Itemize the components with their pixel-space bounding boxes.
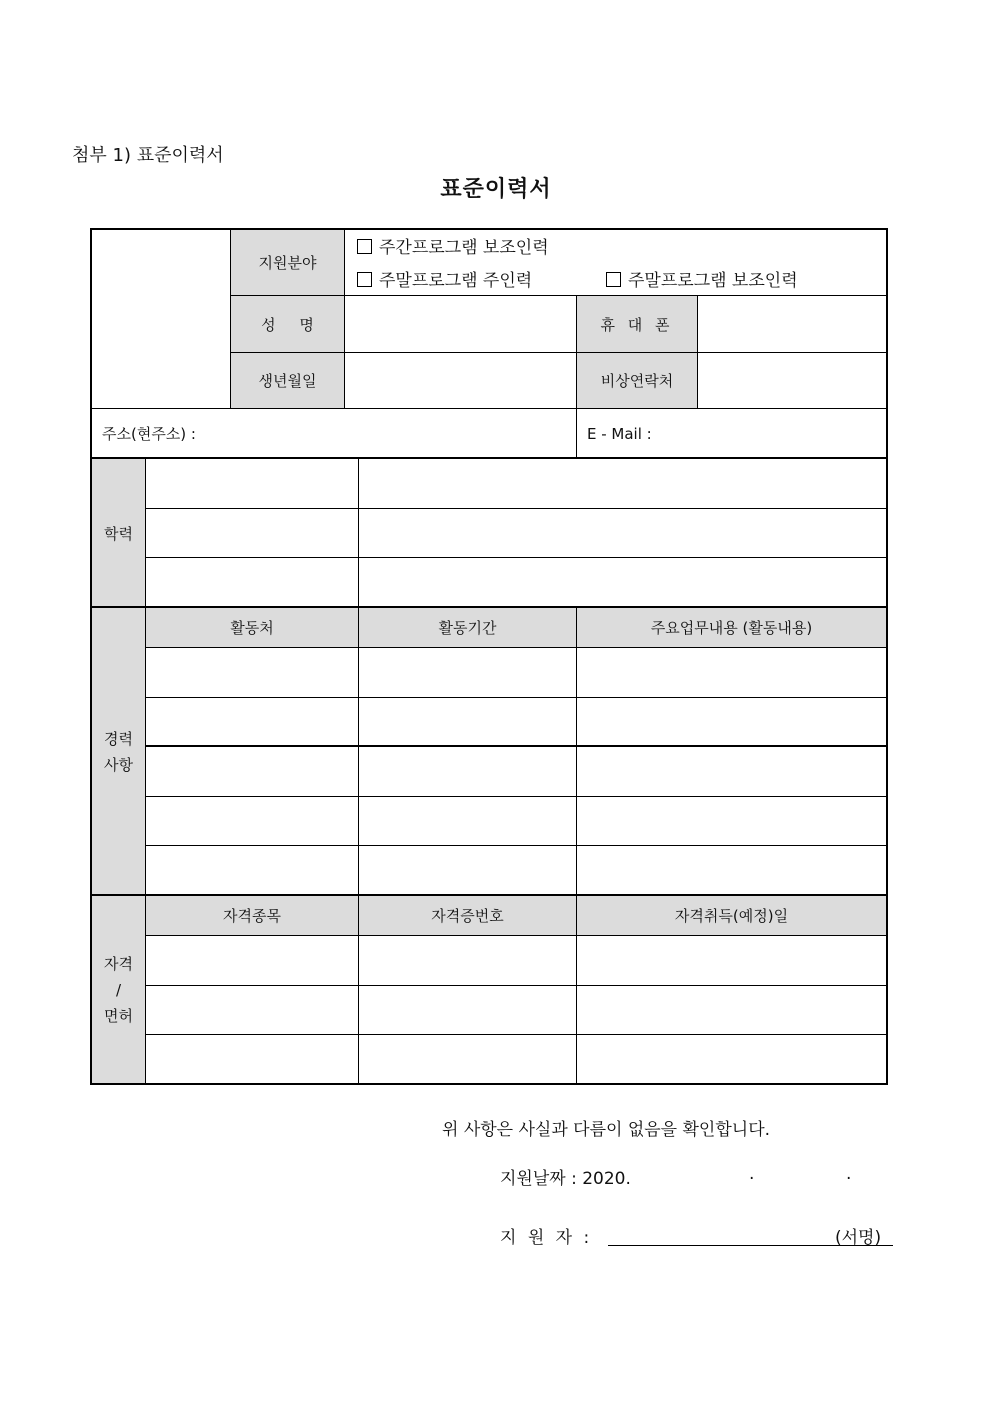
checkbox-icon[interactable]	[357, 239, 372, 254]
career-period-1[interactable]	[358, 647, 577, 698]
option-weekday-assistant[interactable]	[357, 233, 549, 258]
checkbox-icon[interactable]	[606, 272, 621, 287]
career-period-2[interactable]	[358, 697, 577, 747]
career-org-5[interactable]	[145, 845, 359, 896]
page-title: 표준이력서	[440, 177, 552, 202]
license-label-line3: 면허	[104, 1006, 133, 1025]
birth-input[interactable]	[344, 352, 577, 409]
birth-label: 생년월일	[230, 352, 345, 409]
career-org-2[interactable]	[145, 697, 359, 747]
option-weekend-main[interactable]	[357, 266, 532, 291]
career-period-5[interactable]	[358, 845, 577, 896]
education-school-3[interactable]	[145, 557, 359, 608]
career-duties-3[interactable]	[576, 746, 887, 797]
career-label-line2: 사항	[104, 755, 133, 774]
name-label-text: 성 명	[261, 315, 314, 334]
education-detail-1[interactable]	[358, 458, 887, 509]
career-header-duties: 주요업무내용 (활동내용)	[576, 607, 887, 648]
phone-input[interactable]	[697, 295, 887, 353]
address-field[interactable]	[91, 408, 577, 459]
license-header-type: 자격종목	[145, 895, 359, 936]
license-date-2[interactable]	[576, 985, 887, 1035]
career-org-4[interactable]	[145, 796, 359, 846]
photo-box[interactable]	[91, 229, 231, 409]
emergency-input[interactable]	[697, 352, 887, 409]
license-date-3[interactable]	[576, 1034, 887, 1084]
option-label: 주말프로그램 보조인력	[628, 271, 798, 291]
career-label	[91, 607, 146, 896]
address-label: 주소(현주소) :	[102, 425, 196, 443]
name-input[interactable]	[344, 295, 577, 353]
license-type-1[interactable]	[145, 935, 359, 986]
career-period-4[interactable]	[358, 796, 577, 846]
row-divider	[145, 745, 888, 747]
career-duties-1[interactable]	[576, 647, 887, 698]
license-number-1[interactable]	[358, 935, 577, 986]
career-duties-4[interactable]	[576, 796, 887, 846]
option-label: 주말프로그램 주인력	[379, 271, 533, 291]
section-divider	[90, 606, 888, 608]
phone-label: 휴 대 폰	[576, 295, 698, 353]
education-detail-3[interactable]	[358, 557, 887, 608]
education-label: 학력	[91, 458, 146, 608]
date-dot-day: .	[846, 1164, 852, 1184]
education-detail-2[interactable]	[358, 508, 887, 558]
career-period-3[interactable]	[358, 746, 577, 797]
license-label-line2: /	[115, 980, 122, 999]
confirm-text: 위 사항은 사실과 다름이 없음을 확인합니다.	[442, 1120, 771, 1140]
career-header-period: 활동기간	[358, 607, 577, 648]
applicant-label: 지 원 자 :	[500, 1228, 590, 1248]
email-field[interactable]	[576, 408, 887, 459]
license-label	[91, 895, 146, 1084]
checkbox-icon[interactable]	[357, 272, 372, 287]
emergency-label: 비상연락처	[576, 352, 698, 409]
career-org-1[interactable]	[145, 647, 359, 698]
career-duties-2[interactable]	[576, 697, 887, 747]
name-label	[230, 295, 345, 353]
date-label: 지원날짜 : 2020.	[500, 1169, 631, 1189]
education-school-2[interactable]	[145, 508, 359, 558]
license-number-2[interactable]	[358, 985, 577, 1035]
license-header-date: 자격취득(예정)일	[576, 895, 887, 936]
option-weekend-assistant[interactable]	[606, 266, 798, 291]
email-label: E - Mail :	[587, 424, 652, 443]
license-type-3[interactable]	[145, 1034, 359, 1084]
career-header-org: 활동처	[145, 607, 359, 648]
field-label: 지원분야	[230, 229, 345, 296]
career-duties-5[interactable]	[576, 845, 887, 896]
section-divider	[90, 457, 888, 459]
license-date-1[interactable]	[576, 935, 887, 986]
signature-label: (서명)	[835, 1228, 882, 1248]
license-number-3[interactable]	[358, 1034, 577, 1084]
attachment-label: 첨부 1) 표준이력서	[72, 145, 224, 166]
career-label-line1: 경력	[104, 729, 133, 748]
option-label: 주간프로그램 보조인력	[379, 238, 549, 258]
section-divider	[90, 894, 888, 896]
career-org-3[interactable]	[145, 746, 359, 797]
education-school-1[interactable]	[145, 458, 359, 509]
license-type-2[interactable]	[145, 985, 359, 1035]
license-header-number: 자격증번호	[358, 895, 577, 936]
date-dot-month: .	[749, 1164, 755, 1184]
license-label-line1: 자격	[104, 954, 133, 973]
